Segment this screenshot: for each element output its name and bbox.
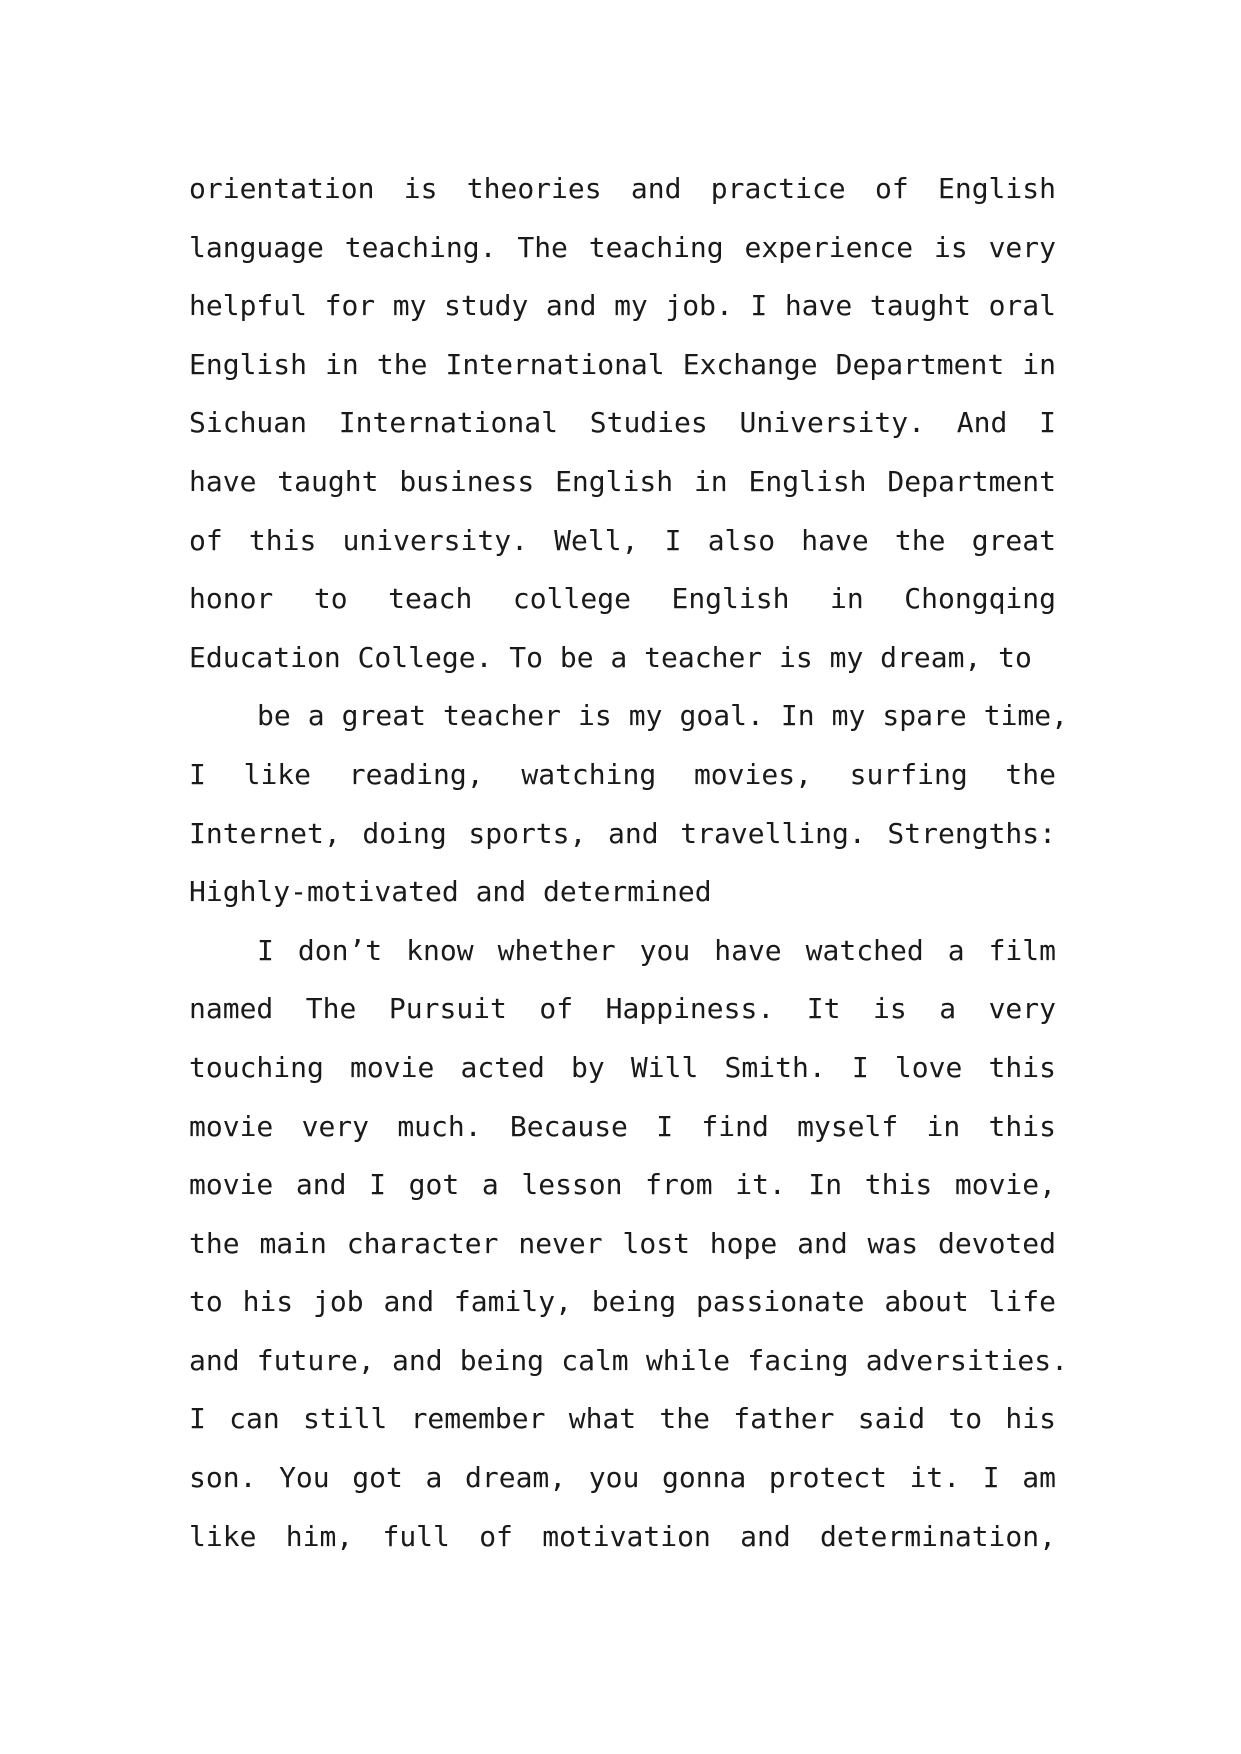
text-line: to his job and family, being passionate about life bbox=[189, 1285, 1056, 1319]
text-line: Education College. To be a teacher is my dream, to bbox=[189, 640, 1032, 674]
text-line: touching movie acted by Will Smith. I love this bbox=[189, 1050, 1056, 1084]
text-line: helpful for my study and my job. I have taught oral bbox=[189, 289, 1056, 323]
paragraph-3 bbox=[189, 922, 1068, 1567]
text-line: be a great teacher is my goal. In my spare time, bbox=[257, 699, 1068, 733]
text-line: I don’t know whether you have watched a film bbox=[257, 933, 1056, 967]
text-line: language teaching. The teaching experience is very bbox=[189, 230, 1056, 264]
text-line: named The Pursuit of Happiness. It is a very bbox=[189, 992, 1056, 1026]
text-line: the main character never lost hope and was devoted bbox=[189, 1226, 1056, 1260]
text-line: orientation is theories and practice of English bbox=[189, 172, 1056, 205]
text-line: Highly-motivated and determined bbox=[189, 875, 712, 909]
text-line: movie very much. Because I find myself in this bbox=[189, 1109, 1056, 1143]
text-line: of this university. Well, I also have the great bbox=[189, 523, 1056, 557]
paragraph-1 bbox=[189, 160, 1056, 687]
text-line: and future, and being calm while facing adversities. bbox=[189, 1343, 1068, 1377]
body-text bbox=[189, 160, 1068, 1566]
text-line: English in the International Exchange Department in bbox=[189, 347, 1056, 381]
text-line: I like reading, watching movies, surfing the bbox=[189, 757, 1056, 791]
text-line: Internet, doing sports, and travelling. Strengths: bbox=[189, 816, 1056, 850]
text-line: like him, full of motivation and determination, bbox=[189, 1519, 1056, 1553]
text-line: Sichuan International Studies University. And I bbox=[189, 406, 1056, 440]
paragraph-2 bbox=[189, 687, 1068, 921]
text-line: have taught business English in English Department bbox=[189, 464, 1056, 498]
text-line: movie and I got a lesson from it. In this movie, bbox=[189, 1168, 1056, 1202]
text-line: I can still remember what the father said to his bbox=[189, 1402, 1056, 1436]
text-line: honor to teach college English in Chongqing bbox=[189, 582, 1056, 616]
text-line: son. You got a dream, you gonna protect it. I am bbox=[189, 1461, 1056, 1495]
